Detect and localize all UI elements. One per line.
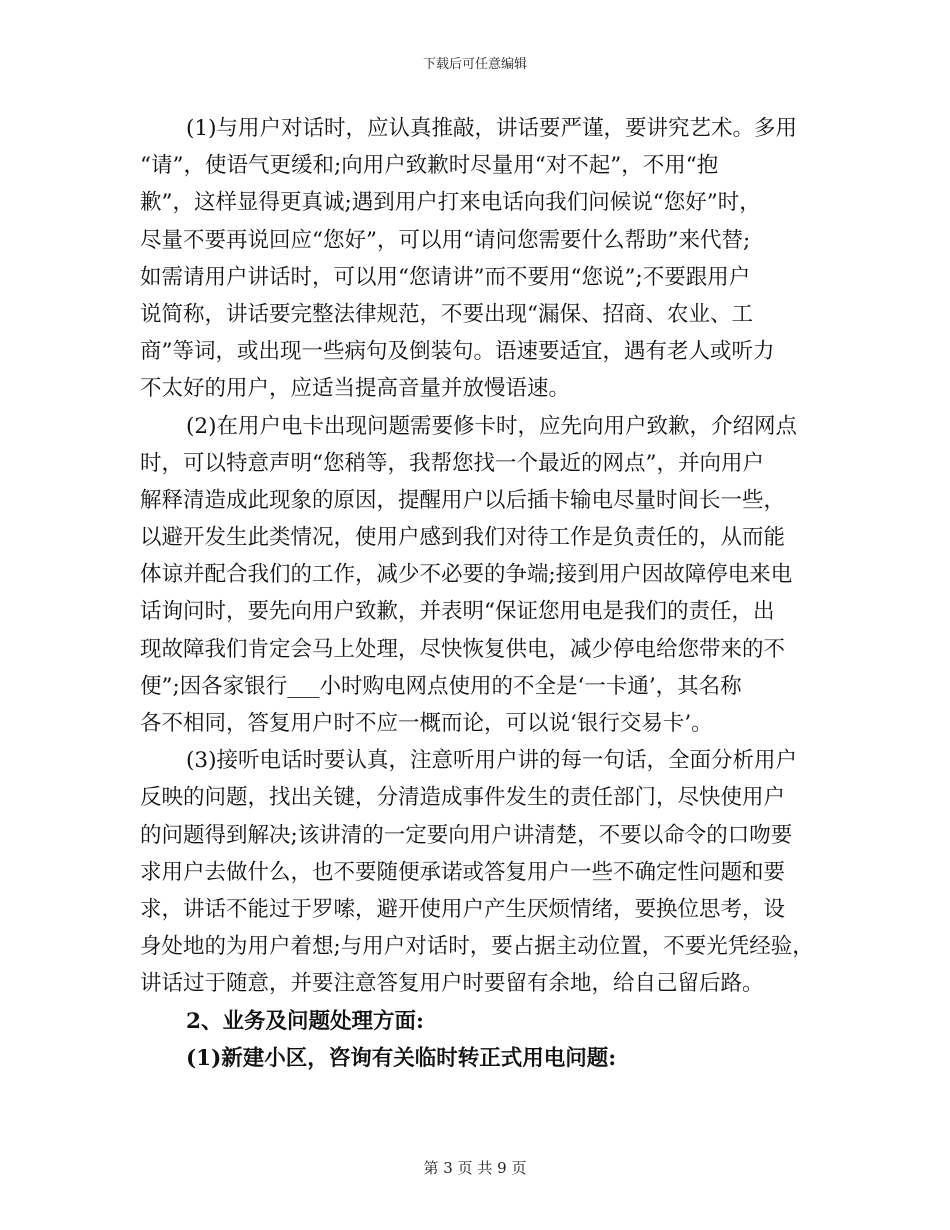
paragraph-line: 以避开发生此类情况，使用户感到我们对待工作是负责任的，从而能	[140, 525, 786, 551]
paragraph-line: 各不相同，答复用户时不应一概而论，可以说‘银行交易卡’。	[140, 711, 713, 736]
paragraph-line: 反映的问题，找出关键，分清造成事件发生的责任部门，尽快使用户	[140, 785, 786, 811]
paragraph-line: 话询问时，要先向用户致歉，并表明“保证您用电是我们的责任，出	[140, 599, 775, 625]
paragraph-line: 解释清造成此现象的原因，提醒用户以后插卡输电尽量时间长一些，	[140, 487, 786, 513]
paragraph-line: (1)与用户对话时，应认真推敲，讲话要严谨，要讲究艺术。多用	[186, 116, 797, 141]
paragraph-line: 求，讲话不能过于罗嗦，避开使用户产生厌烦情绪，要换位思考，设	[140, 896, 786, 922]
paragraph-line: 商”等词，或出现一些病句及倒装句。语速要适宜，遇有老人或听力	[140, 339, 775, 365]
paragraph-line: 如需请用户讲话时，可以用“您请讲”而不要用“您说”;不要跟用户	[140, 264, 751, 290]
paragraph-line: 说简称，讲话要完整法律规范，不要出现“漏保、招商、农业、工	[140, 301, 753, 327]
paragraph-line: 体谅并配合我们的工作，减少不必要的争端;接到用户因故障停电来电	[140, 562, 793, 588]
paragraph-line: 不太好的用户，应适当提高音量并放慢语速。	[140, 376, 571, 402]
paragraph-line: 身处地的为用户着想;与用户对话时，要占据主动位置，不要光凭经验，	[140, 934, 814, 960]
paragraph-line: (2)在用户电卡出现问题需要修卡时，应先向用户致歉，介绍网点	[186, 413, 797, 439]
paragraph-line: 讲话过于随意，并要注意答复用户时要留有余地，给自己留后路。	[140, 971, 764, 997]
paragraph-line: 求用户去做什么，也不要随便承诺或答复用户一些不确定性问题和要	[140, 859, 786, 885]
paragraph-line: 尽量不要再说回应“您好”，可以用“请问您需要什么帮助”来代替;	[140, 227, 751, 253]
section-heading-line: 2、业务及问题处理方面:	[186, 1008, 424, 1034]
paragraph-line: 便”;因各家银行___小时购电网点使用的不全是‘一卡通’，其名称	[140, 673, 742, 699]
paragraph-line: 的问题得到解决;该讲清的一定要向用户讲清楚，不要以命令的口吻要	[140, 822, 793, 848]
paragraph-line: (3)接听电话时要认真，注意听用户讲的每一句话，全面分析用户	[186, 748, 797, 774]
document-body	[140, 110, 820, 1077]
page-header: 下载后可任意编辑	[422, 57, 527, 72]
paragraph-line: 歉”，这样显得更真诚;遇到用户打来电话向我们问候说“您好”时，	[140, 190, 761, 216]
paragraph-line: 时，可以特意声明“您稍等，我帮您找一个最近的网点”，并向用户	[140, 450, 764, 476]
page-footer: 第 3 页 共 9 页	[423, 1159, 527, 1177]
paragraph-line: “请”，使语气更缓和;向用户致歉时尽量用“对不起”，不用“抱	[140, 153, 719, 179]
section-heading-line: (1)新建小区，咨询有关临时转正式用电问题:	[186, 1045, 617, 1071]
paragraph-line: 现故障我们肯定会马上处理，尽快恢复供电，减少停电给您带来的不	[140, 636, 786, 662]
